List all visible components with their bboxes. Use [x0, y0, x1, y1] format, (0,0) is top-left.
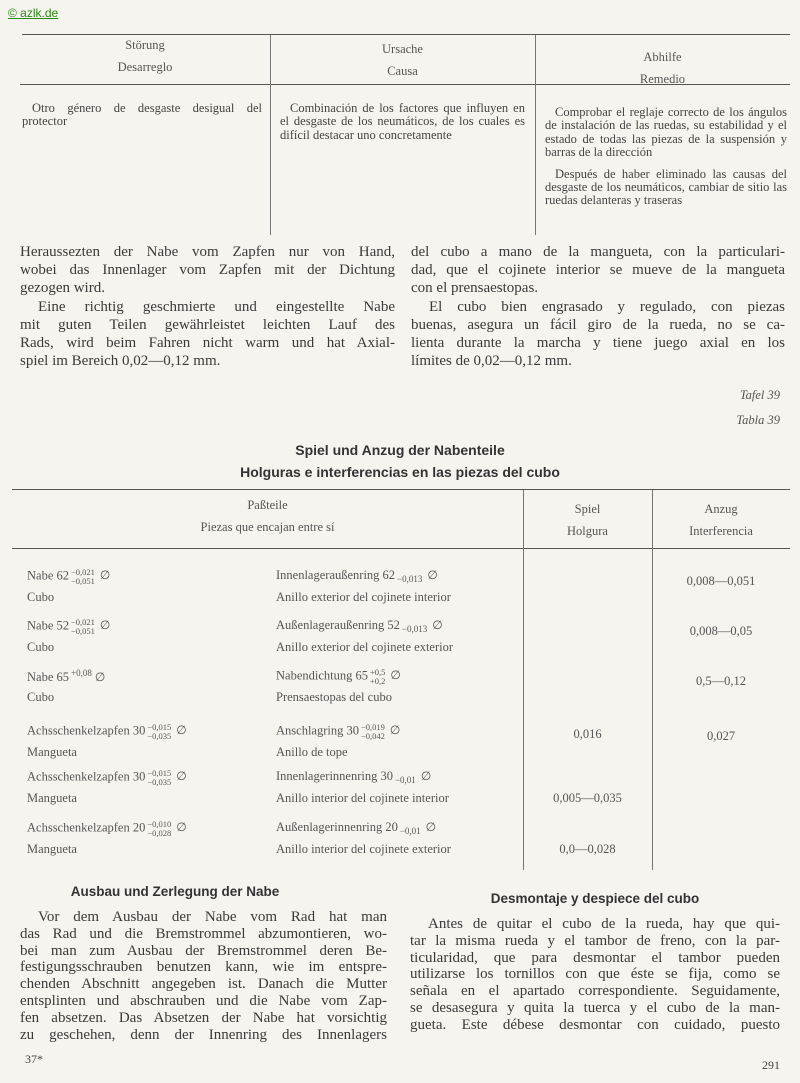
tolerance: −0,019 −0,042: [360, 722, 385, 741]
text-line: bei man zum Ausbau der Bremstrommel deren Be-: [20, 942, 387, 959]
text-line: chenden Abschnitt angegeben ist. Danach die Mutter: [20, 976, 387, 993]
part-a-es: Cubo: [27, 690, 55, 704]
text-line: Antes de quitar el cubo de la rueda, hay que qui-: [428, 916, 780, 932]
part-a-es: Mangueta: [27, 791, 77, 805]
text-line: gezogen wird.: [20, 280, 105, 297]
part-a-de: Achsschenkelzapfen 20 −0,010 −0,028 ∅: [27, 819, 187, 838]
remedy-column: [545, 106, 787, 208]
watermark-link[interactable]: © azlk.de: [8, 6, 59, 20]
tolerance: −0,01: [394, 775, 416, 785]
text-line: das Rad und die Bremstrommel abzumontieren, wo-: [20, 925, 387, 942]
section-paragraph-de: [20, 909, 387, 1043]
table-title-es: Holguras e interferencias en las piezas del cubo: [240, 464, 560, 480]
table-number-es: Tabla 39: [736, 413, 780, 427]
diameter-icon: ∅: [389, 723, 401, 738]
section-paragraph-es: [410, 916, 780, 1034]
tolerance: −0,013: [401, 624, 428, 634]
diameter-icon: ∅: [390, 668, 401, 683]
diameter-icon: ∅: [425, 820, 437, 834]
text-line: Heraussezten der Nabe vom Zapfen nur von Hand,: [20, 244, 395, 260]
text-line: límites de 0,02—0,12 mm.: [411, 353, 572, 370]
part-b-de: Innenlageraußenring 62 $_{-0,013}$ ∅: [276, 568, 438, 584]
text-line: dad, que el cojinete interior se mueve de la mangueta: [411, 262, 785, 279]
signature-mark: 37*: [25, 1052, 43, 1066]
part-a-es: Cubo: [27, 590, 55, 604]
remedy-cell-2: Después de haber eliminado las causas del desgaste de los neumáticos, cambiar de sitio las ruedas delanteras y traseras: [545, 166, 787, 208]
part-a-es: Mangueta: [27, 842, 77, 856]
cause-cell: Combinación de los factores que influyen en el desgaste de los neumáticos, de los cuales es difícil destacar uno concretamente: [280, 101, 525, 142]
section-title-es: Desmontaje y despiece del cubo: [490, 891, 700, 906]
part-b-de: Außenlagerinnenring 20 $_{-0,01}$ ∅: [276, 820, 437, 836]
remedy-cell-1: Comprobar el reglaje correcto de los ángulos de instalación de las ruedas, su estabilidad y el estado de todas las piezas de la suspensión y barras de la dirección: [545, 105, 787, 160]
text-line: entsplinten und abschrauben und die Nabe vom Zap-: [20, 992, 387, 1009]
tolerance: +0,08: [71, 668, 92, 678]
diameter-icon: ∅: [99, 618, 111, 633]
paragraph-es: [411, 243, 785, 370]
interference-value: 0,008—0,051: [686, 574, 756, 588]
diameter-icon: ∅: [176, 723, 187, 738]
text-line: tar la misma rueda y el tambor de freno, con la par-: [410, 932, 780, 949]
part-a-de: Achsschenkelzapfen 30 −0,015 −0,035 ∅: [27, 768, 187, 787]
section-title-de: Ausbau und Zerlegung der Nabe: [70, 884, 280, 899]
diameter-icon: ∅: [176, 820, 187, 835]
header-fault: Störung Desarreglo: [117, 38, 173, 74]
interference-value: 0,027: [706, 729, 736, 743]
diameter-icon: ∅: [99, 568, 111, 583]
header-cause: Ursache Causa: [382, 42, 423, 78]
tolerance: −0,01: [399, 826, 421, 836]
diameter-icon: ∅: [427, 568, 438, 582]
header-remedy: Abhilfe Remedio: [639, 50, 686, 86]
column-divider: [523, 490, 524, 870]
tolerance: −0,010 −0,028: [147, 819, 172, 838]
text-line: se desasegura y quita la tuerca y el cubo de la man-: [410, 999, 780, 1016]
part-b-es: Prensaestopas del cubo: [276, 690, 392, 704]
text-line: spiel im Bereich 0,02—0,12 mm.: [20, 353, 221, 370]
header-play: Spiel Holgura: [567, 502, 608, 538]
tolerance: −0,021 −0,051: [71, 567, 95, 586]
tolerance: +0,5 +0,2: [370, 667, 386, 686]
play-value: 0,005—0,035: [553, 791, 622, 805]
table-title-de: Spiel und Anzug der Nabenteile: [295, 442, 505, 458]
text-line: lienta durante la marcha y tiene juego axial en los: [411, 335, 785, 352]
part-b-de: Außenlageraußenring 52 $_{-0,013}$ ∅: [276, 618, 443, 634]
text-line: festigungsschrauben benutzen kann, wie im entspre-: [20, 959, 387, 976]
diameter-icon: ∅: [420, 769, 432, 783]
fault-cell: Otro género de desgaste desigual del protector: [22, 101, 262, 129]
header-parts: Paßteile Piezas que encajan entre sí: [200, 498, 335, 534]
part-b-es: Anillo de tope: [276, 745, 348, 759]
table-rule: [12, 489, 790, 490]
text-line: Vor dem Ausbau der Nabe vom Rad hat man: [38, 909, 387, 925]
table-rule: [12, 548, 790, 549]
part-a-de: Nabe 65 $^{+0,08}$ ∅: [27, 668, 106, 685]
table-number-de: Tafel 39: [739, 388, 780, 402]
part-b-es: Anillo interior del cojinete exterior: [276, 842, 451, 856]
interference-value: 0,5—0,12: [696, 674, 746, 688]
part-b-es: Anillo exterior del cojinete interior: [276, 590, 451, 604]
text-line: wobei das Innenlager vom Zapfen mit der Dichtung: [20, 262, 395, 279]
part-b-de: Nabendichtung 65 +0,5 +0,2 ∅: [276, 667, 401, 686]
diameter-icon: ∅: [176, 769, 187, 784]
text-line: zu geschehen, denn der Innenring des Innenlagers: [20, 1026, 387, 1043]
text-line: Eine richtig geschmierte und eingestellte Nabe: [38, 298, 395, 315]
text-line: con el prensaestopas.: [411, 280, 539, 297]
text-line: utilizarse los tornillos con que éste se fija, como se: [410, 966, 780, 983]
tolerance: −0,013: [397, 574, 423, 584]
text-line: del cubo a mano de la mangueta, con la particulari-: [411, 244, 785, 260]
part-b-de: Innenlagerinnenring 30 $_{-0,01}$ ∅: [276, 769, 432, 785]
tolerance: −0,015 −0,035: [147, 768, 172, 787]
text-line: Rads, wird beim Fahren nicht warm und hat Axial-: [20, 335, 395, 352]
play-value: 0,016: [573, 727, 602, 741]
diameter-icon: ∅: [94, 670, 106, 685]
text-line: señala en el apartado correspondiente. Seguidamente,: [410, 983, 780, 1000]
text-line: mit guten Teilen gewährleistet leichten Lauf des: [20, 316, 395, 333]
paragraph-de: [20, 243, 395, 370]
text-line: fen absetzen. Das Absetzen der Nabe hat vorsichtig: [20, 1009, 387, 1026]
part-a-es: Mangueta: [27, 745, 77, 759]
text-line: buenas, asegura un fácil giro de la rueda, no se ca-: [411, 316, 785, 333]
play-value: 0,0—0,028: [559, 842, 616, 856]
page-number: 291: [762, 1058, 780, 1072]
part-b-es: Anillo interior del cojinete interior: [276, 791, 449, 805]
part-a-de: Achsschenkelzapfen 30 −0,015 −0,035 ∅: [27, 722, 187, 741]
part-a-de: Nabe 52 −0,021 −0,051 ∅: [27, 617, 111, 636]
tolerance: −0,015 −0,035: [147, 722, 172, 741]
interference-value: 0,008—0,05: [689, 624, 753, 638]
part-a-de: Nabe 62 −0,021 −0,051 ∅: [27, 567, 111, 586]
part-b-es: Anillo exterior del cojinete exterior: [276, 640, 454, 654]
diameter-icon: ∅: [432, 618, 443, 632]
text-line: gueta. Este débese desmontar con cuidado, puesto: [410, 1016, 780, 1033]
header-interference: Anzug Interferencia: [689, 502, 753, 538]
text-line: El cubo bien engrasado y regulado, con piezas: [429, 298, 785, 315]
part-b-de: Anschlagring 30 −0,019 −0,042 ∅: [276, 722, 401, 741]
part-a-es: Cubo: [27, 640, 55, 654]
tolerance: −0,021 −0,051: [71, 617, 95, 636]
text-line: ticularidad, que para desmontar el tambor pueden: [410, 949, 780, 966]
